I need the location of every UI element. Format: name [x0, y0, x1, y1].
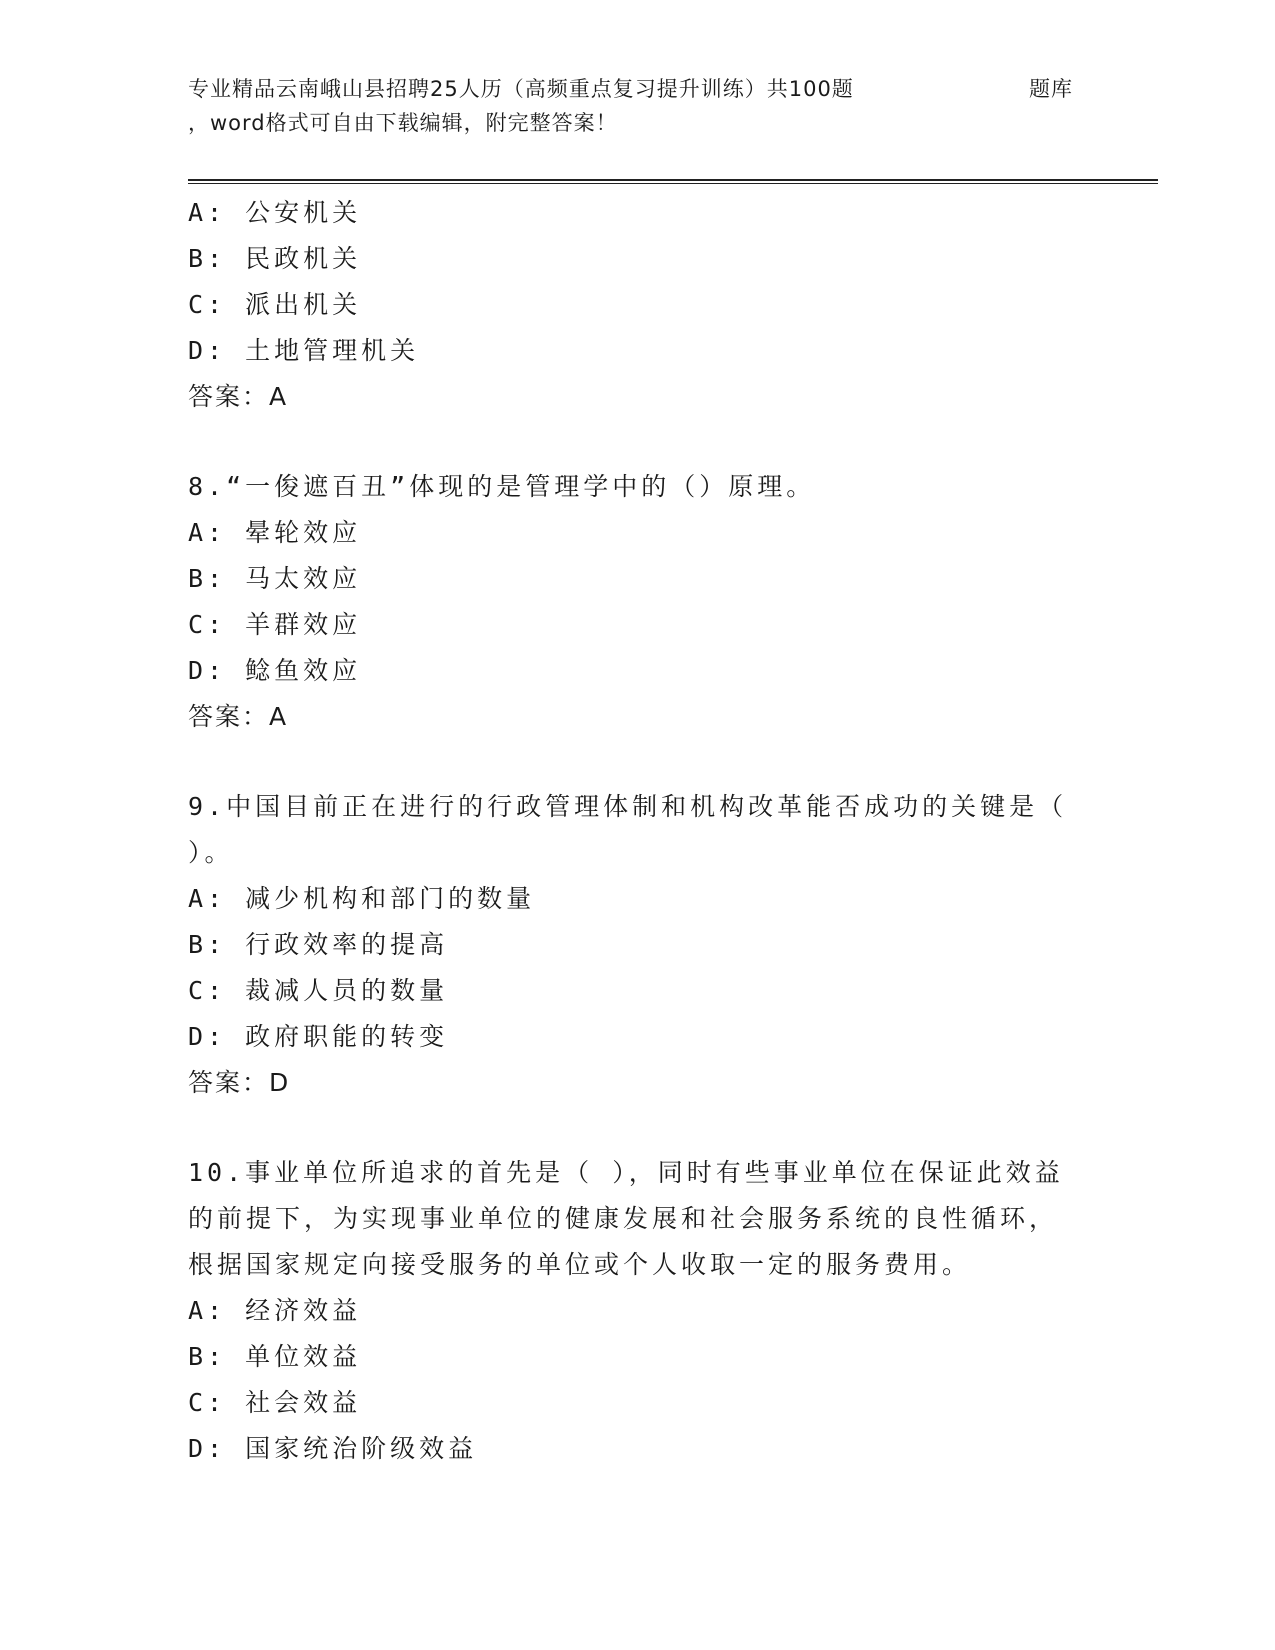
q9-option-c: C: 裁减人员的数量 — [188, 976, 449, 1005]
q7-option-c: C: 派出机关 — [188, 290, 362, 319]
q10-option-a: A: 经济效益 — [188, 1296, 362, 1325]
spacer — [188, 1106, 1088, 1150]
q9-answer: 答案：D — [188, 1068, 291, 1097]
q7-option-a: A: 公安机关 — [188, 198, 362, 227]
spacer — [188, 740, 1088, 784]
header-divider-thick — [188, 179, 1158, 181]
q10-question-line-3: 根据国家规定向接受服务的单位或个人收取一定的服务费用。 — [188, 1250, 972, 1279]
q8-option-c: C: 羊群效应 — [188, 610, 362, 639]
page-header — [188, 72, 1088, 140]
q10-option-c: C: 社会效益 — [188, 1388, 362, 1417]
q7-answer: 答案：A — [188, 382, 289, 411]
q9-option-b: B: 行政效率的提高 — [188, 930, 449, 959]
spacer — [188, 420, 1088, 464]
q7-option-d: D: 土地管理机关 — [188, 336, 420, 365]
q8-option-a: A: 晕轮效应 — [188, 518, 362, 547]
q10-option-d: D: 国家统治阶级效益 — [188, 1434, 478, 1463]
q10-question-line-2: 的前提下，为实现事业单位的健康发展和社会服务系统的良性循环， — [188, 1204, 1059, 1233]
q8-option-b: B: 马太效应 — [188, 564, 362, 593]
header-tag: 题库 — [1029, 77, 1073, 101]
header-subtitle: ，word格式可自由下载编辑，附完整答案！ — [188, 111, 618, 135]
q7-option-b: B: 民政机关 — [188, 244, 362, 273]
q10-option-b: B: 单位效益 — [188, 1342, 362, 1371]
q9-option-a: A: 减少机构和部门的数量 — [188, 884, 536, 913]
header-divider-thin — [188, 183, 1158, 184]
q9-question-line-1: 9.中国目前正在进行的行政管理体制和机构改革能否成功的关键是（ — [188, 792, 1068, 821]
header-title: 专业精品云南峨山县招聘25人历（高频重点复习提升训练）共100题 — [188, 77, 854, 101]
question-content — [188, 190, 1088, 1472]
q10-question-line-1: 10.事业单位所追求的首先是（ ），同时有些事业单位在保证此效益 — [188, 1158, 1064, 1187]
q9-question-line-2: ）。 — [188, 838, 234, 867]
q8-question: 8.“一俊遮百丑”体现的是管理学中的（）原理。 — [188, 472, 816, 501]
q8-option-d: D: 鲶鱼效应 — [188, 656, 362, 685]
header-line-1 — [188, 72, 1073, 106]
q9-option-d: D: 政府职能的转变 — [188, 1022, 449, 1051]
q8-answer: 答案：A — [188, 702, 289, 731]
